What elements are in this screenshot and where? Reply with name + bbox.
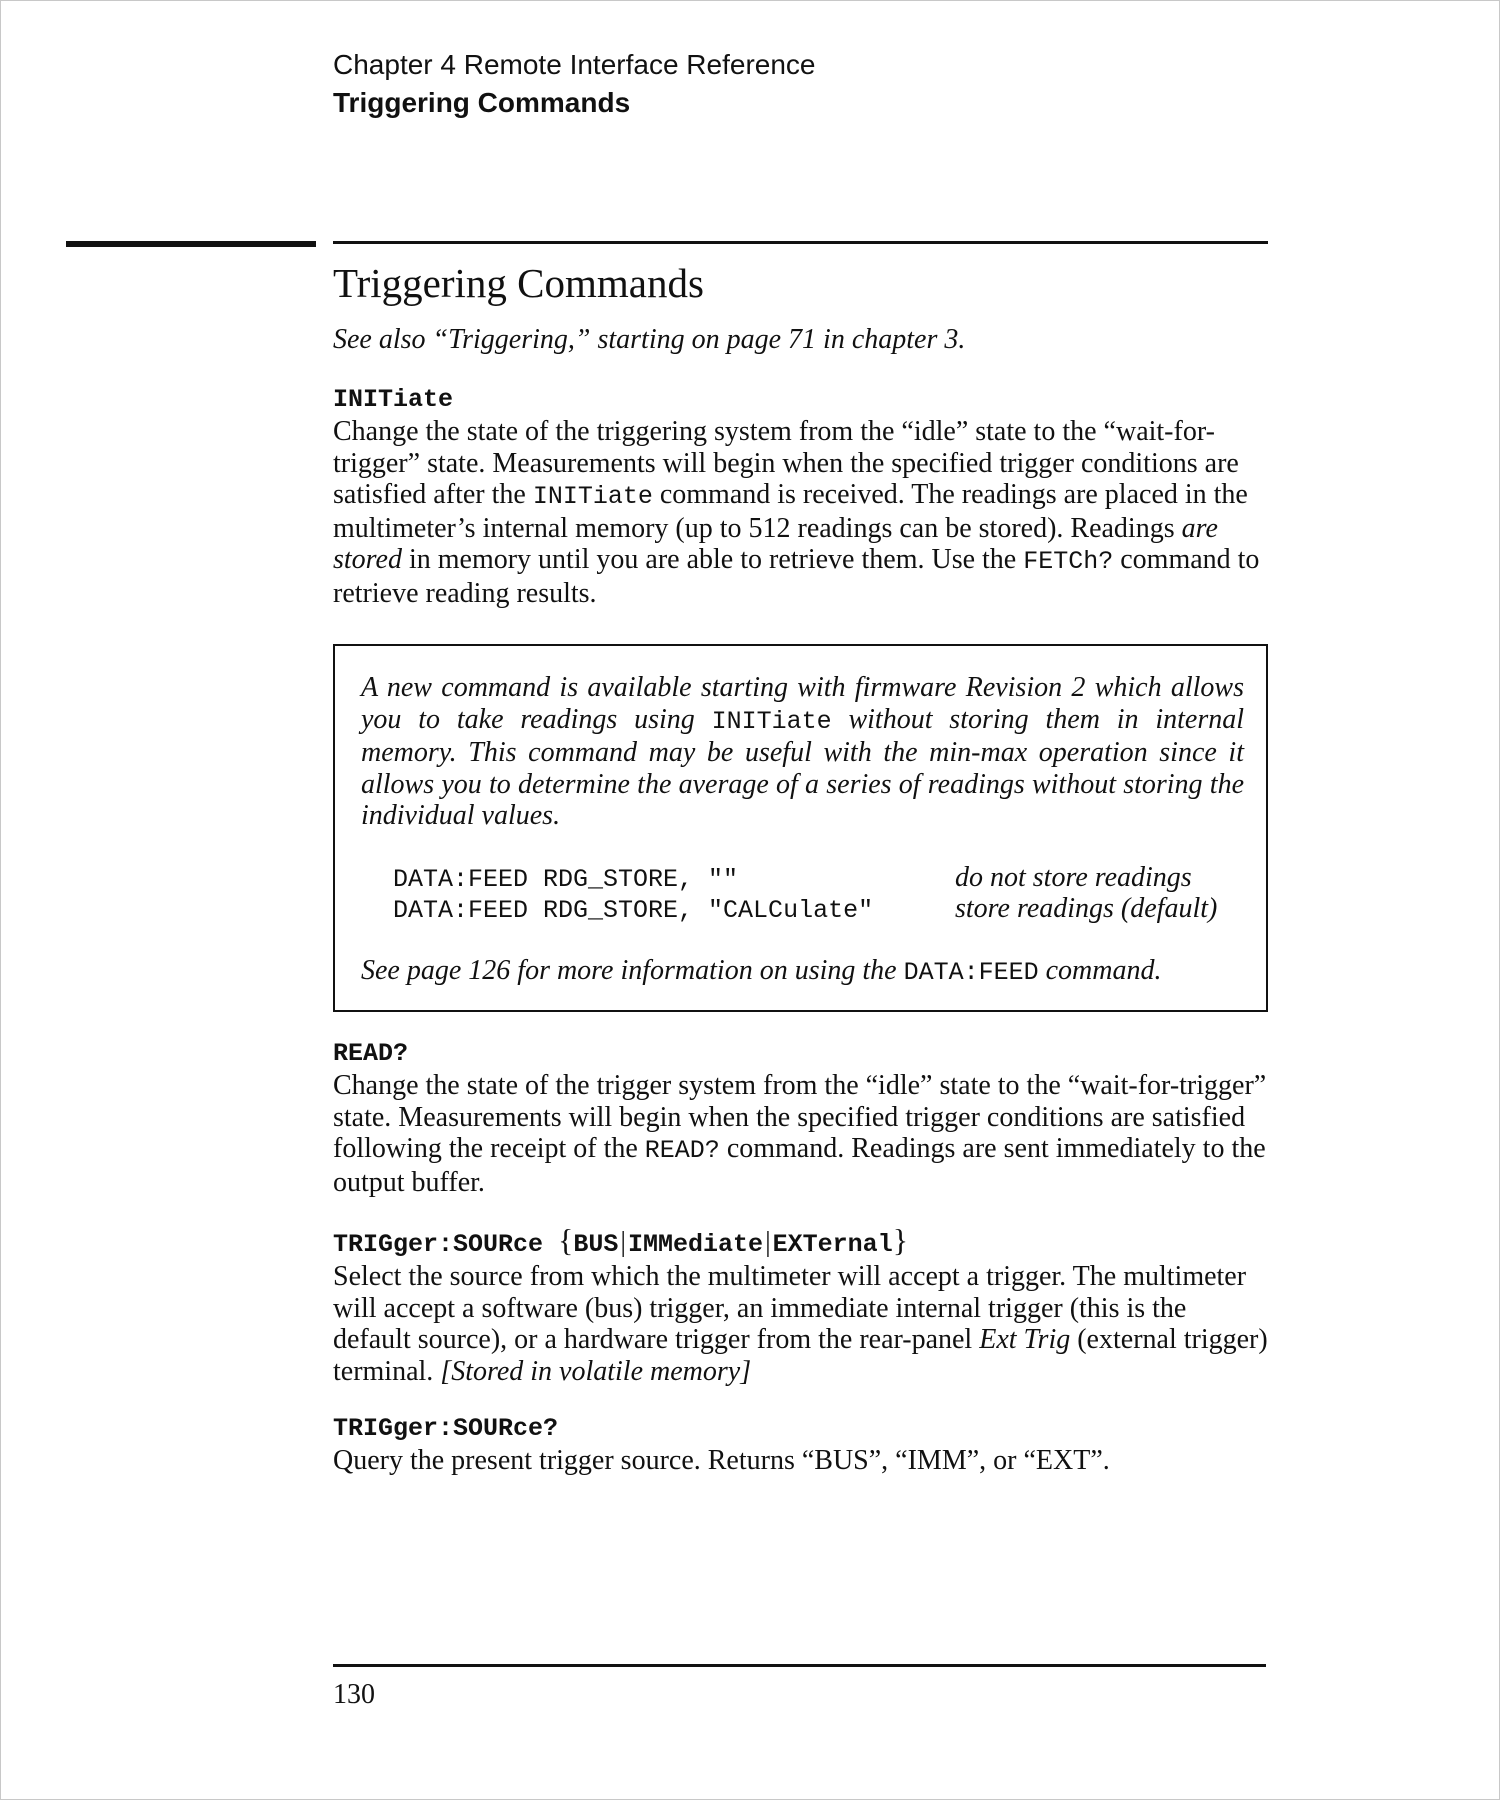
note-footer-1: See page 126 for more information on using the [361,954,904,986]
initiate-description [333,416,1268,609]
trigger-source-command [333,1224,1268,1261]
read-desc-1: Change the state of the trigger system from the “idle” state to the “wait-for-trigger” state. Measurements will begin when the specified trigger conditions are satisfied following the receipt of the [333,1070,1267,1164]
page-number: 130 [333,1679,375,1710]
firmware-note-box [333,644,1268,1012]
initiate-desc-code-1: INITiate [532,482,653,511]
initiate-desc-3: in memory until you are able to retrieve them. Use the [401,544,1024,575]
trigger-source-query-command: TRIGger:SOURce? [333,1414,559,1443]
initiate-desc-2: command is received. The readings are placed in the multimeter’s internal memory (up to 512 readings can be stored). Readings [333,479,1248,544]
data-feed-row [393,893,1244,925]
initiate-desc-4: command to retrieve reading results. [333,544,1260,609]
read-desc-2: command. Readings are sent immediately to the output buffer. [333,1133,1266,1198]
section-title: Triggering Commands [333,260,704,306]
trigger-source-keyword: TRIGger:SOURce [333,1230,559,1259]
running-header [333,46,815,122]
section-rule-left [66,241,316,247]
brace-close: } [892,1222,909,1258]
trigger-source-desc-1: Select the source from which the multimeter will accept a trigger. The multimeter will accept a software (bus) trigger, an immediate internal trigger (this is the default source), or a hardware trigger from the rear-panel [333,1261,1247,1355]
brace-open: { [558,1222,574,1258]
trigger-source-desc-italic: Ext Trig [979,1324,1071,1355]
data-feed-code: DATA:FEED RDG_STORE, "CALCulate" [393,896,874,925]
see-also-reference: See also “Triggering,” starting on page 71 in chapter 3. [333,324,966,355]
initiate-desc-code-2: FETCh? [1023,547,1114,576]
data-feed-row [393,862,1244,894]
initiate-desc-italic: are stored [333,512,1218,575]
note-footer-code: DATA:FEED [903,957,1039,987]
option-external: EXTernal [772,1230,893,1259]
data-feed-desc: store readings (default) [955,893,1218,924]
note-footer-2: command. [1038,954,1162,986]
data-feed-examples [393,862,1244,925]
trigger-source-stored: [Stored in volatile memory] [440,1355,752,1387]
trigger-source-query-description: Query the present trigger source. Returns “BUS”, “IMM”, or “EXT”. [333,1445,1110,1476]
trigger-source-desc-2: (external trigger) terminal. [333,1324,1268,1387]
running-header-section: Triggering Commands [333,87,631,118]
note-text-1: A new command is available starting with firmware Revision 2 which allows you to take readings using [361,672,1244,735]
footer-rule [333,1664,1266,1667]
section-rule-right [333,241,1268,244]
option-immediate: IMMediate [628,1230,764,1259]
note-text-code: INITiate [711,706,832,736]
note-footer [361,955,1244,989]
initiate-desc-1: Change the state of the triggering system from the “idle” state to the “wait-for-trigger” state. Measurements will begin when the specified trigger conditions are satisfied after the [333,416,1239,510]
trigger-source-description [333,1261,1268,1387]
option-separator: | [765,1227,771,1258]
option-bus: BUS [573,1230,619,1259]
main-content [333,254,1268,1477]
read-description [333,1070,1268,1198]
read-command: READ? [333,1039,409,1068]
running-header-chapter: Chapter 4 Remote Interface Reference [333,49,816,80]
initiate-command: INITiate [333,385,454,414]
note-text-2: without storing them in internal memory. This command may be useful with the min-max operation since it allows you to determine the average of a series of readings without storing the individual values. [361,703,1244,831]
data-feed-code: DATA:FEED RDG_STORE, "" [393,864,739,894]
note-text [361,672,1244,832]
data-feed-desc: do not store readings [955,861,1192,893]
option-separator: | [620,1227,627,1258]
read-desc-code: READ? [644,1136,720,1165]
